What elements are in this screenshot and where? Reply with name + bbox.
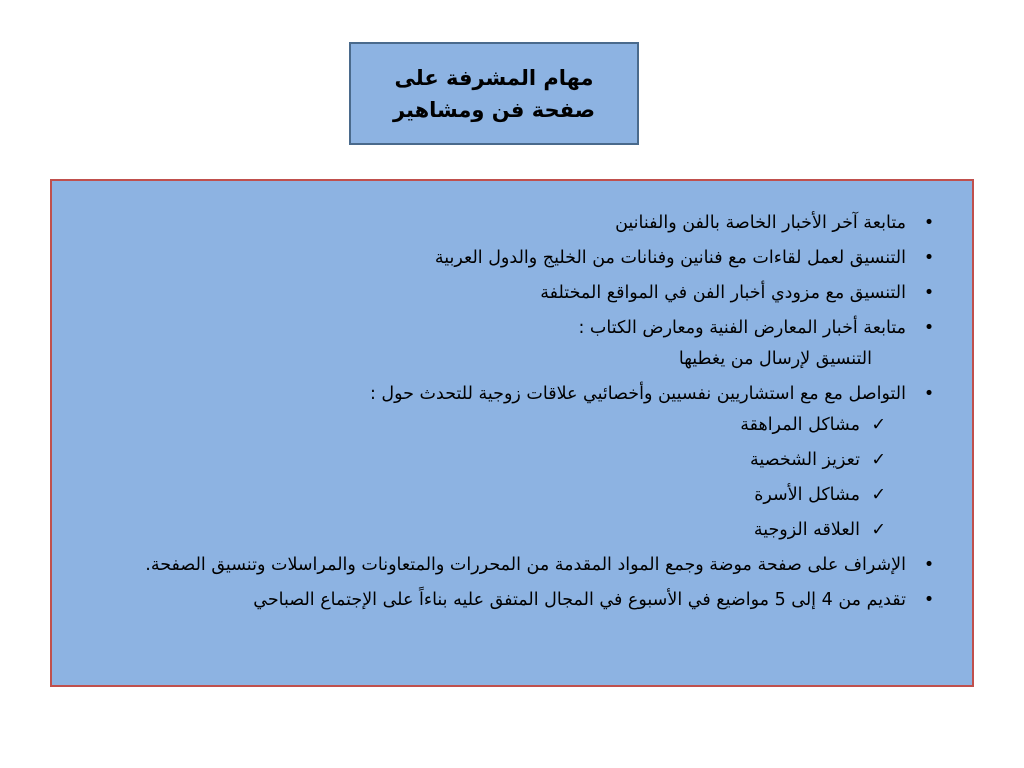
list-item [82,211,935,236]
checkmark-icon: ✓ [871,415,886,435]
title-line-2: صفحة فن ومشاهير [392,97,596,122]
list-item-text: متابعة آخر الأخبار الخاصة بالفن والفنانين [615,213,906,233]
title-line-1: مهام المشرفة على [394,65,594,90]
list-item-text: تقديم من 4 إلى 5 مواضيع في الأسبوع في المجال المتفق عليه بناءاً على الإجتماع الصباحي [253,590,906,610]
list-item [82,281,935,306]
list-item-text: التنسيق لعمل لقاءات مع فنانين وفنانات من الخليج والدول العربية [434,248,906,268]
list-item [82,382,935,407]
title-box [349,42,639,145]
list-item-text: متابعة أخبار المعارض الفنية ومعارض الكتاب : [578,318,906,338]
check-item-text: العلاقه الزوجية [753,520,860,540]
check-item [82,518,886,543]
check-item [82,413,886,438]
list-item [82,553,935,578]
content-box [50,179,974,687]
check-item-text: مشاكل الأسرة [754,485,860,505]
checkmark-icon: ✓ [871,450,886,470]
bullet-icon: • [923,384,935,404]
check-item-text: مشاكل المراهقة [740,415,860,435]
bullet-icon: • [923,555,935,575]
check-item-text: تعزيز الشخصية [750,450,860,470]
list-item [82,246,935,271]
check-item [82,448,886,473]
checkmark-icon: ✓ [871,520,886,540]
list-item [82,588,935,613]
list-item [82,316,935,341]
bullet-icon: • [923,283,935,303]
list-item-text: التواصل مع مع استشاريين نفسيين وأخصائيي علاقات زوجية للتحدث حول : [369,384,906,404]
checkmark-icon: ✓ [871,485,886,505]
sub-text: التنسيق لإرسال من يغطيها [678,349,872,369]
list-item-text: التنسيق مع مزودي أخبار الفن في المواقع المختلفة [540,283,906,303]
check-item [82,483,886,508]
list-item-text: الإشراف على صفحة موضة وجمع المواد المقدمة من المحررات والمتعاونات والمراسلات وتنسيق الصفحة. [145,555,906,575]
bullet-icon: • [923,590,935,610]
bullet-icon: • [923,248,935,268]
bullet-icon: • [923,318,935,338]
bullet-icon: • [923,213,935,233]
